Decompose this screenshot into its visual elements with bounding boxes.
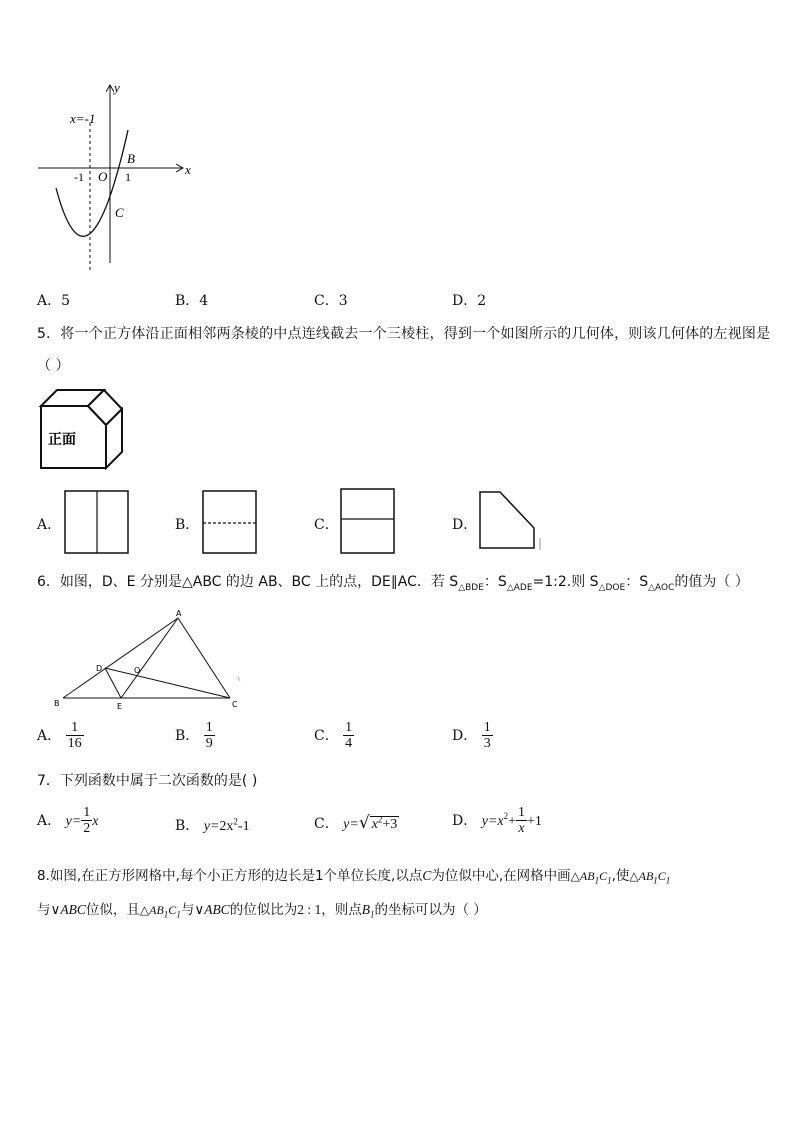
q5-option-d-view [478,490,544,552]
q8-text: 的坐标可以为（ ） [374,902,487,918]
denominator: 9 [205,736,213,752]
triangle-sub: 1 [176,909,181,920]
option-value: 2 [477,293,487,309]
option-letter: A． [37,812,62,829]
option-letter: C． [314,293,339,309]
q5-option-b[interactable] [175,514,199,534]
q6-sub-aoc: △AOC [648,582,675,593]
q8-text: ，则点 [321,902,362,918]
expr-exponent: 2 [233,816,238,827]
q8-text: ,使 [611,868,630,884]
q7-option-c[interactable] [314,813,399,833]
triangle-vertex: B [156,903,164,917]
denominator: 4 [345,736,353,752]
point-o-label: O [134,666,141,675]
triangle-name [139,903,181,920]
fraction [81,805,92,837]
option-value: 3 [338,293,348,309]
triangle-sub: 1 [665,875,671,886]
q8-text: 与 [37,902,51,918]
option-letter: D． [452,812,478,829]
radicand-tail: +3 [382,817,398,832]
expr-lhs: y= [65,813,82,829]
q6-sub-doe: △DOE [598,582,626,593]
triangle-vertex: C [168,903,177,917]
point-letter: B [361,902,370,917]
triangle-prefix: △A [629,869,646,883]
option-letter: D． [452,517,478,533]
option-letter: A． [37,727,62,744]
option-letter: B． [175,727,200,744]
triangle-vertex: B [645,869,654,883]
denominator: 16 [67,736,82,752]
triangle-abc: ∨ABC [194,902,230,917]
fraction [204,720,215,752]
fraction [66,720,84,752]
expr-lhs: y=x [481,813,504,829]
tick-pos-label: 1 [125,170,131,184]
radicand-var: x [371,817,378,832]
front-face-label: 正面 [48,432,76,448]
expr-exponent: 2 [503,811,509,822]
numerator: 1 [483,720,491,735]
center-point: C [422,868,432,883]
q5-option-c[interactable] [314,514,339,534]
q8-line-2 [37,898,487,920]
expr-lhs: y= [203,819,220,834]
q6-stem-text: ：S [625,574,649,590]
q5-answer-paren: （ ） [37,358,70,374]
option-value: 5 [61,293,71,309]
vertex-a-label: A [176,609,182,618]
q6-stem-text: 的值为（ ） [674,574,749,590]
expr-lhs: y= [343,817,359,832]
q5-stem: 5．将一个正方体沿正面相邻两条棱的中点连线截去一个三棱柱，得到一个如图所示的几何体，则该几何体的左视图是 [37,326,771,342]
option-letter: C． [314,816,339,832]
triangle-name [570,869,612,886]
point-e-label: E [117,702,123,711]
q6-sub-bde: △BDE [458,582,484,593]
denominator: x [518,821,525,837]
q6-option-c[interactable] [314,720,354,752]
parabola-graph [30,78,205,278]
option-letter: A． [37,293,62,309]
q6-stem-text: 6．如图，D、E 分别是△ABC 的边 AB、BC 上的点，DE∥AC．若 S [37,574,459,590]
q7-option-d[interactable] [452,805,542,837]
axis-x-label: x [185,162,191,177]
numerator: 1 [205,720,213,735]
expr-term: 2x [219,819,234,834]
q6-stem-text: =1:2.则 S [532,574,599,590]
point-d-label: D [96,664,103,673]
denominator: 2 [83,821,91,837]
option-letter: C． [314,517,339,533]
denominator: 3 [483,736,491,752]
expr-var: x [92,813,99,829]
q6-sub-ade: △ADE [506,582,533,593]
fraction [343,720,354,752]
q6-option-d[interactable] [452,720,493,752]
option-letter: B． [175,293,200,309]
q5-option-a[interactable] [37,514,61,534]
triangle-prefix: △A [570,869,588,883]
radicand-exponent: 2 [377,814,383,825]
triangle-abc: ∨ABC [50,902,86,917]
triangle-sub: 1 [653,875,658,886]
point-sub: 1 [369,909,375,920]
point-c-label: C [115,205,124,220]
q7-stem: 7．下列函数中属于二次函数的是( ) [37,773,258,789]
triangle-sub: 1 [163,909,169,920]
triangle-vertex: C [599,869,608,883]
option-letter: D． [452,293,478,309]
q6-stem-text: ：S [483,574,507,590]
expr-tail: +1 [526,813,542,829]
q6-option-a[interactable] [37,720,84,752]
expr-plus: + [508,813,516,829]
symmetry-label: x=-1 [70,111,96,126]
q7-option-a[interactable] [37,805,98,837]
cut-cube-figure [38,382,128,474]
q8-text: 为位似中心,在网格中画 [431,868,571,884]
triangle-prefix: △A [139,903,157,917]
option-letter: B． [175,517,200,533]
fraction [516,805,527,837]
numerator: 1 [83,805,91,820]
q6-stem [37,571,749,593]
point-b1 [361,902,375,920]
vertex-c-label: C [232,700,238,709]
q8-text: 8.如图,在正方形网格中,每个小正方形的边长是1个单位长度,以点 [37,868,423,884]
expr-tail: -1 [237,819,250,834]
q7-option-b[interactable] [175,815,250,835]
radicand [370,816,400,832]
option-letter: B． [175,818,200,834]
option-value: 4 [199,293,209,309]
q8-text: 的位似比为 [229,902,298,918]
triangle-vertex: B [587,869,595,883]
vertex-b-label: B [54,699,60,708]
q4-option-a[interactable] [37,290,70,310]
q5-option-d[interactable] [452,514,477,534]
triangle-figure [50,605,250,713]
option-letter: D． [452,727,478,744]
point-b-label: B [127,151,135,166]
q4-option-b[interactable] [175,290,208,310]
triangle-sub: 1 [607,875,612,886]
sqrt-icon: √ [358,813,370,833]
parabola-curve [56,130,128,236]
q5-option-c-view [340,488,396,556]
fraction [482,720,493,752]
triangle-name [629,869,671,886]
option-letter: A． [37,517,62,533]
q6-option-b[interactable] [175,720,215,752]
origin-label: O [98,169,108,184]
q8-text: 与 [180,902,195,918]
numerator: 1 [517,805,525,820]
q5-option-b-view [202,490,258,556]
axis-y-label: y [114,80,120,95]
q8-line-1 [37,864,670,885]
tick-neg-label: -1 [74,170,84,184]
triangle-sub: 1 [594,875,600,886]
numerator: 1 [345,720,353,735]
q4-option-c[interactable] [314,290,348,310]
numerator: 1 [66,720,84,736]
q8-text: 位似，且 [85,902,140,918]
triangle-vertex: C [657,869,666,883]
similarity-ratio: 2 : 1 [297,902,322,917]
q4-option-d[interactable] [452,290,486,310]
option-letter: C． [314,727,339,744]
q5-option-a-view [64,490,130,556]
